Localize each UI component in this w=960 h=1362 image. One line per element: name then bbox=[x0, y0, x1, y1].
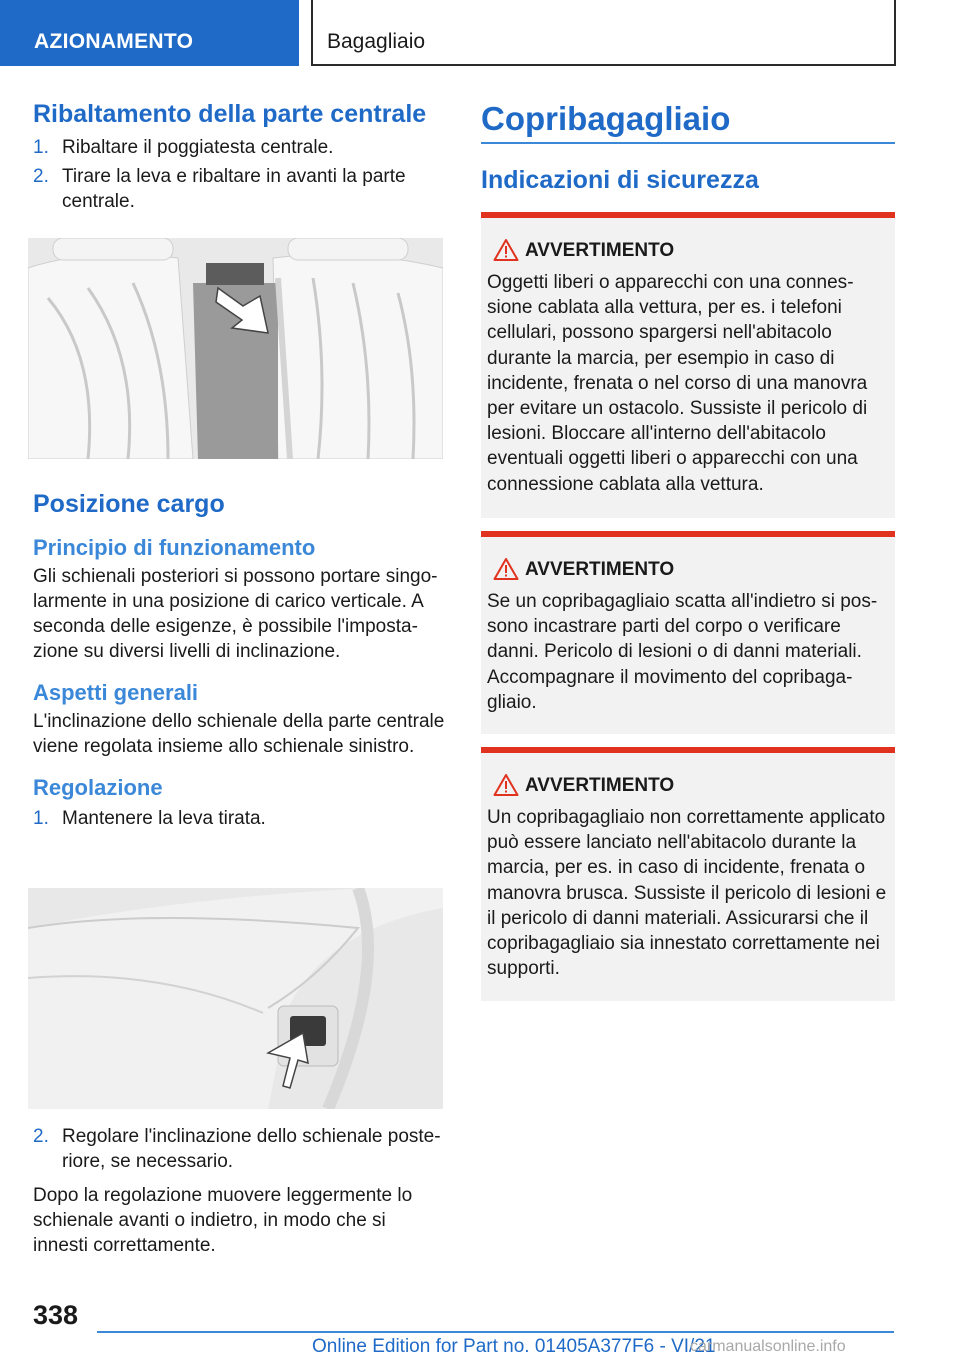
adjust-title: Regolazione bbox=[33, 775, 163, 800]
step-number: 1. bbox=[33, 137, 49, 158]
step-text: Mantenere la leva tirata. bbox=[62, 808, 266, 829]
warning-title-text: AVVERTIMENTO bbox=[525, 559, 675, 580]
step-text: Ribaltare il poggiatesta centrale. bbox=[62, 137, 334, 158]
step-number: 1. bbox=[33, 808, 49, 829]
luggage-cover-title: Copribagagliaio bbox=[481, 100, 731, 137]
left-column-lower bbox=[33, 490, 445, 831]
warning-title-text: AVVERTIMENTO bbox=[525, 775, 675, 796]
page-number: 338 bbox=[33, 1300, 79, 1330]
warning-title bbox=[487, 557, 887, 583]
step-item bbox=[33, 164, 445, 214]
left-column-bottom bbox=[33, 1124, 445, 1258]
principle-text: Gli schienali posteriori si possono portare singolarmente in una posizione di carico verticale. A seconda delle esigenze, è possibile l'impostazione su diversi livelli di inclinazione. bbox=[33, 566, 438, 662]
watermark: carmanualsonline.info bbox=[690, 1338, 846, 1355]
warning-text: Oggetti liberi o apparecchi con una connessione cablata alla vettura, per es. i telefoni cellulari, possono spargersi nell'abitacolo durante la marcia, per esempio in caso di incidente, frenata o nel corso di una manovra per evitare un ostacolo. Sussiste il pericolo di lesioni. Bloccare all'interno dell'abitacolo eventuali oggetti liberi o apparecchi con una connessione cablata alla vettura. bbox=[487, 272, 868, 495]
step-text: Regolare l'inclinazione dello schienale posteriore, se necessario. bbox=[62, 1126, 441, 1172]
lever-illustration bbox=[28, 888, 443, 1109]
warning-text: Se un copribagagliaio scatta all'indietro si possono incastrare parti del corpo o verificare danni. Pericolo di lesioni o di danni materiali. Accompagnare il movimento del copribagagliaio. bbox=[487, 591, 878, 713]
warning-title-text: AVVERTIMENTO bbox=[525, 240, 675, 261]
warning-box bbox=[481, 747, 895, 1001]
general-text: L'inclinazione dello schienale della parte centrale viene regolata insieme allo schienale sinistro. bbox=[33, 711, 445, 757]
step-item bbox=[33, 806, 445, 831]
warning-text: Un copribagagliaio non correttamente applicato può essere lanciato nell'abitacolo durante la marcia, per es. in caso di incidente, frenata o manovra brusca. Sussiste il pericolo di lesioni e il pericolo di danni materiali. Assicurarsi che il copribagagliaio sia innestato correttamente nei supporti. bbox=[487, 807, 887, 980]
step-item bbox=[33, 1124, 445, 1174]
warning-triangle-icon bbox=[493, 238, 519, 262]
footer-rule bbox=[97, 1331, 894, 1333]
general-title: Aspetti generali bbox=[33, 680, 199, 705]
step-number: 2. bbox=[33, 166, 49, 187]
warning-title bbox=[487, 773, 887, 799]
closing-text: Dopo la regolazione muovere leggermente lo schienale avanti o indietro, in modo che si innesti correttamente. bbox=[33, 1185, 413, 1256]
warning-triangle-icon bbox=[493, 557, 519, 581]
section-tab: AZIONAMENTO bbox=[0, 0, 299, 66]
rear-seat-illustration bbox=[28, 238, 443, 459]
safety-title: Indicazioni di sicurezza bbox=[481, 166, 759, 194]
warning-triangle-icon bbox=[493, 773, 519, 797]
warning-box bbox=[481, 531, 895, 734]
edition-text: Online Edition for Part no. 01405A377F6 - VI/21 bbox=[312, 1336, 716, 1357]
title-rule bbox=[481, 142, 895, 144]
cargo-position-title: Posizione cargo bbox=[33, 490, 225, 518]
warning-box bbox=[481, 212, 895, 518]
step-number: 2. bbox=[33, 1126, 49, 1147]
section-title-centre-fold: Ribaltamento della parte centrale bbox=[33, 100, 427, 128]
right-column bbox=[481, 100, 895, 195]
step-text: Tirare la leva e ribaltare in avanti la parte centrale. bbox=[62, 166, 406, 212]
chapter-tab: Bagagliaio bbox=[311, 0, 896, 66]
left-column bbox=[33, 100, 445, 214]
principle-title: Principio di funzionamento bbox=[33, 535, 316, 560]
step-item bbox=[33, 135, 445, 160]
warning-title bbox=[487, 238, 887, 264]
